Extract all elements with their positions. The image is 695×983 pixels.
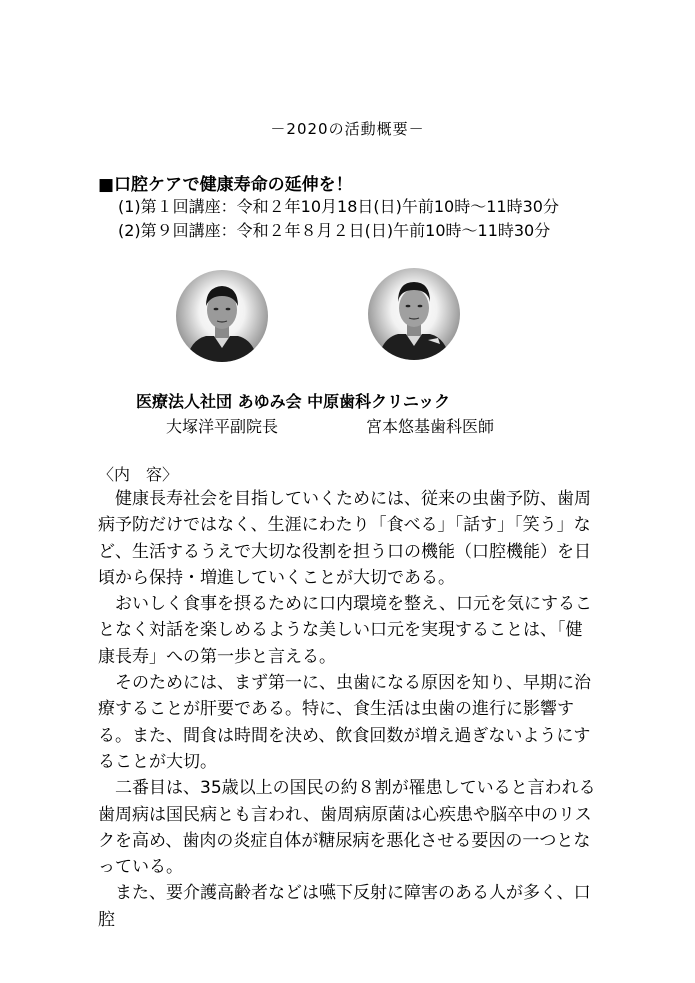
paragraph-2: おいしく食事を摂るために口内環境を整え、口元を気にすることなく対話を楽しめるような美しい口元を実現することは、「健康長寿」への第一歩と言える。 <box>98 594 593 667</box>
lecturer-name-2: 宮本悠基歯科医師 <box>366 417 495 436</box>
session-2: (2)第９回講座：令和２年８月２日(日)午前10時～11時30分 <box>118 221 551 240</box>
organization-name: 医療法人社団 あゆみ会 中原歯科クリニック <box>136 392 451 411</box>
session-1: (1)第１回講座：令和２年10月18日(日)午前10時～11時30分 <box>118 197 559 216</box>
page-title: －2020の活動概要－ <box>270 120 425 138</box>
portrait-photo-1 <box>176 270 268 362</box>
body-text <box>98 486 598 933</box>
paragraph-5: また、要介護高齢者などは嚥下反射に障害のある人が多く、口腔 <box>98 883 591 930</box>
paragraph-4: 二番目は、35歳以上の国民の約８割が罹患していると言われる歯周病は国民病とも言われ、歯周病原菌は心疾患や脳卒中のリスクを高め、歯肉の炎症自体が糖尿病を悪化させる要因の一つとなっている。 <box>98 778 596 878</box>
paragraph-1: 健康長寿社会を目指していくためには、従来の虫歯予防、歯周病予防だけではなく、生涯にわたり「食べる」「話す」「笑う」など、生活するうえで大切な役割を担う口の機能（口腔機能）を日頃から保持・増進していくことが大切である。 <box>98 489 591 588</box>
section-label: 〈内 容〉 <box>98 465 179 484</box>
portrait-photo-2 <box>368 268 460 360</box>
headline: ■口腔ケアで健康寿命の延伸を！ <box>98 175 353 195</box>
paragraph-3: そのためには、まず第一に、虫歯になる原因を知り、早期に治療することが肝要である。特に、食生活は虫歯の進行に影響する。また、間食は時間を決め、飲食回数が増え過ぎないようにすることが大切。 <box>98 673 591 772</box>
lecturer-name-1: 大塚洋平副院長 <box>166 417 279 436</box>
